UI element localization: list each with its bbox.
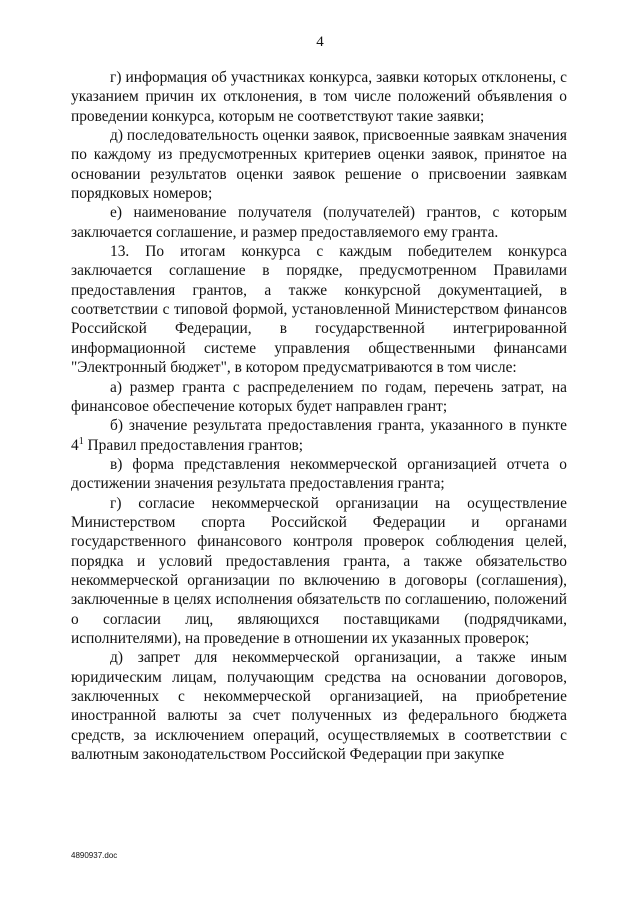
paragraph-item-v-report-form: в) форма представления некоммерческой организацией отчета о достижении значения результата предоставления гранта; [71,455,567,493]
paragraph-item-b-result-value [71,416,567,455]
file-name-footer: 4890937.doc [71,851,118,860]
paragraph-item-g-consent-inspections: г) согласие некоммерческой организации на осуществление Министерством спорта Российской Федерации и органами государственного финансового контроля проверок соблюдения целей, порядка и условий предоставления гранта, а также обязательство некоммерческой организации по включению в договоры (соглашения), заключенные в целях исполнения обязательств по соглашению, положений о согласии лиц, являющихся поставщиками (подрядчиками, исполнителями), на проведение в отношении их указанных проверок; [71,494,567,647]
paragraph-item-d-evaluation-sequence: д) последовательность оценки заявок, присвоенные заявкам значения по каждому из предусмотренных критериев оценки заявок, принятое на основании результатов оценки заявок решение о присвоении заявкам порядковых номеров; [71,127,567,203]
paragraph-item-a-grant-amount: а) размер гранта с распределением по годам, перечень затрат, на финансовое обеспечение которых будет направлен грант; [71,378,567,415]
paragraph-item-e-grant-recipient: е) наименование получателя (получателей) грантов, с которым заключается соглашение, и размер предоставляемого ему гранта. [71,204,567,241]
paragraph-text-after-superscript: Правил предоставления грантов; [83,436,304,454]
paragraph-text-before-superscript: б) значение результата предоставления гранта, указанного в пункте 4 [71,417,567,454]
paragraph-item-g-rejected-participants: г) информация об участниках конкурса, заявки которых отклонены, с указанием причин их отклонения, в том числе положений объявления о проведении конкурса, которым не соответствуют такие заявки; [71,69,567,125]
document-body [71,68,567,764]
paragraph-clause-13-agreement: 13. По итогам конкурса с каждым победителем конкурса заключается соглашение в порядке, предусмотренном Правилами предоставления грантов, а также конкурсной документацией, в соответствии с типовой формой, установленной Министерством финансов Российской Федерации, в государственной интегрированной информационной системе управления общественными финансами "Электронный бюджет", в котором предусматриваются в том числе: [71,243,567,377]
paragraph-item-d-currency-prohibition: д) запрет для некоммерческой организации, а также иным юридическим лицам, получающим средства на основании договоров, заключенных с некоммерческой организацией, на приобретение иностранной валюты за счет полученных из федерального бюджета средств, за исключением операций, осуществляемых в соответствии с валютным законодательством Российской Федерации при закупке [71,649,567,764]
footnote-superscript: 1 [78,435,84,447]
page-number: 4 [316,34,324,50]
